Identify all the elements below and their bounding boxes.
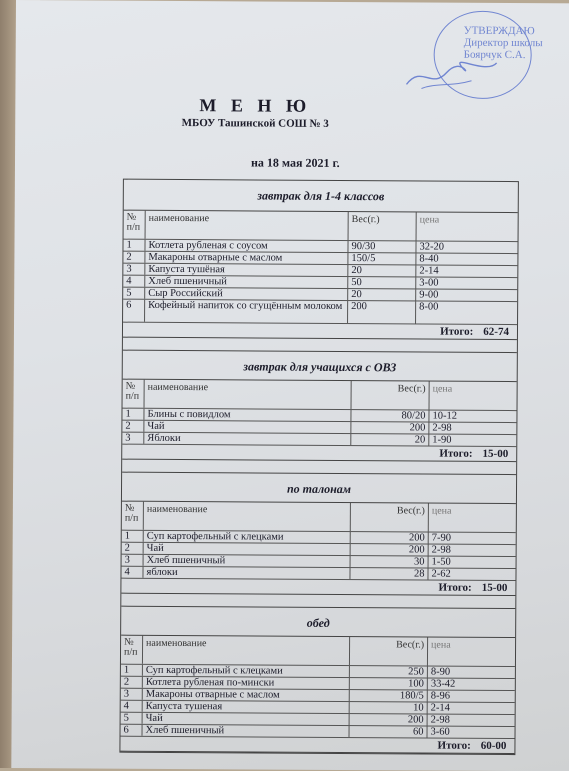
item-price: 2-14 <box>419 265 439 277</box>
item-name: Хлеб пшеничный <box>143 725 350 737</box>
column-header-weight: Вес(г.) <box>350 637 428 665</box>
total-value: 15-00 <box>482 447 509 461</box>
item-weight: 20 <box>348 265 416 276</box>
item-price: 33-42 <box>430 678 456 690</box>
item-name: Яблоки <box>144 433 351 445</box>
item-weight: 60 <box>350 726 428 737</box>
item-price: 1-50 <box>431 556 451 568</box>
item-price: 2-62 <box>431 568 451 580</box>
item-price: 32-20 <box>419 241 445 253</box>
approval-line-3: Боярчук С.А. <box>463 48 526 62</box>
item-name: Капуста тушеная <box>143 701 350 713</box>
column-header-weight: Вес(г.) <box>352 381 430 409</box>
column-header-num: № п/п <box>122 502 144 530</box>
item-number: 1 <box>123 240 145 251</box>
column-header-num: № п/п <box>123 380 145 408</box>
item-weight: 180/5 <box>350 690 428 701</box>
item-number: 2 <box>123 252 145 263</box>
item-price: 8-96 <box>430 690 451 702</box>
item-number: 3 <box>121 689 143 700</box>
item-weight: 200 <box>348 301 416 323</box>
column-header-weight: Вес(г.) <box>349 212 417 240</box>
table-header-row <box>124 211 518 242</box>
item-name: Сыр Российский <box>145 288 348 300</box>
total-value: 15-00 <box>481 581 508 595</box>
item-weight: 200 <box>351 544 429 555</box>
column-header-name: наименование <box>144 502 351 531</box>
item-number: 5 <box>123 288 145 299</box>
item-number: 5 <box>121 713 143 724</box>
item-name: Чай <box>143 713 350 725</box>
total-label: Итого: <box>439 447 473 460</box>
item-number: 2 <box>122 543 144 554</box>
menu-table <box>119 179 518 755</box>
item-name: Макароны отварные с маслом <box>145 252 348 264</box>
item-weight: 30 <box>351 556 429 567</box>
item-weight: 200 <box>350 714 428 725</box>
column-header-price: цена <box>431 639 451 651</box>
page-title: М Е Н Ю <box>199 95 312 116</box>
approval-line-1: УТВЕРЖДАЮ <box>463 24 535 38</box>
item-number: 3 <box>122 433 144 444</box>
item-name: яблоки <box>143 567 350 579</box>
item-price: 2-98 <box>431 544 451 556</box>
item-price: 8-00 <box>419 301 439 313</box>
item-weight: 50 <box>348 277 416 288</box>
column-header-price: цена <box>432 383 453 395</box>
item-number: 4 <box>123 276 145 287</box>
item-name: Кофейный напиток со сгущённым молоком <box>145 300 348 323</box>
item-price: 2-98 <box>430 714 450 726</box>
signature-icon <box>401 54 501 95</box>
table-header-row <box>123 380 517 411</box>
item-name: Чай <box>144 543 351 555</box>
item-weight: 20 <box>348 289 416 300</box>
menu-date: на 18 мая 2021 г. <box>250 155 340 170</box>
item-weight: 28 <box>350 568 428 579</box>
column-header-name: наименование <box>146 211 349 240</box>
item-weight: 100 <box>350 678 428 689</box>
title-block <box>15 94 569 131</box>
column-header-price: цена <box>419 214 440 226</box>
item-price: 3-60 <box>430 726 450 738</box>
item-name: Чай <box>144 421 351 433</box>
item-number: 3 <box>123 264 145 275</box>
total-label: Итого: <box>437 739 471 752</box>
item-name: Котлета рубленая с соусом <box>145 240 348 252</box>
item-number: 4 <box>121 701 143 712</box>
item-weight: 10 <box>350 702 428 713</box>
section-title: по талонам <box>122 473 516 504</box>
section-total <box>120 737 514 754</box>
item-number: 1 <box>122 409 144 420</box>
column-header-name: наименование <box>145 380 352 409</box>
item-number: 4 <box>121 567 143 578</box>
item-weight: 200 <box>351 422 429 433</box>
total-value: 60-00 <box>480 739 507 753</box>
item-price: 3-00 <box>419 277 439 289</box>
approval-line-2: Директор школы <box>463 36 543 50</box>
item-price: 8-90 <box>430 666 451 678</box>
total-value: 62-74 <box>483 325 510 339</box>
item-number: 3 <box>122 555 144 566</box>
item-weight: 200 <box>351 532 429 543</box>
item-number: 2 <box>122 421 144 432</box>
item-name: Суп картофельный с клецками <box>143 665 350 677</box>
item-number: 6 <box>123 300 145 322</box>
item-weight: 80/20 <box>351 410 429 421</box>
item-price: 2-98 <box>432 422 452 434</box>
table-row <box>123 300 517 325</box>
item-price: 9-00 <box>419 289 439 301</box>
table-header-row <box>122 502 516 533</box>
item-price: 7-90 <box>431 532 452 544</box>
total-label: Итого: <box>438 581 472 594</box>
item-price: 1-90 <box>432 434 452 446</box>
item-price: 2-14 <box>430 702 450 714</box>
item-price: 8-40 <box>419 253 439 265</box>
menu-sheet <box>11 0 569 771</box>
item-name: Суп картофельный с клецками <box>144 531 351 543</box>
column-header-weight: Вес(г.) <box>351 503 429 531</box>
item-weight: 20 <box>351 434 429 445</box>
section-title: завтрак для учащихся с ОВЗ <box>123 351 517 382</box>
column-header-num: № п/п <box>121 636 143 664</box>
item-price: 10-12 <box>432 410 457 422</box>
table-header-row <box>121 636 515 667</box>
item-weight: 250 <box>350 666 428 677</box>
column-header-name: наименование <box>143 636 350 665</box>
item-number: 6 <box>121 725 143 736</box>
item-name: Котлета рубленая по-мински <box>143 677 350 689</box>
column-header-price: цена <box>431 505 452 517</box>
item-name: Капуста тушёная <box>145 264 348 276</box>
total-label: Итого: <box>440 325 474 338</box>
column-header-num: № п/п <box>124 211 146 239</box>
item-number: 1 <box>121 665 143 676</box>
section-title: завтрак для 1-4 классов <box>124 180 518 213</box>
item-number: 1 <box>122 531 144 542</box>
section-title: обед <box>121 607 515 638</box>
item-number: 2 <box>121 677 143 688</box>
item-name: Хлеб пшеничный <box>145 276 348 288</box>
approval-stamp <box>413 14 553 93</box>
item-name: Хлеб пшеничный <box>144 555 351 567</box>
school-name: МБОУ Ташинской СОШ № 3 <box>181 117 329 130</box>
item-name: Макароны отварные с маслом <box>143 689 350 701</box>
item-weight: 150/5 <box>348 253 416 264</box>
item-name: Блины с повидлом <box>144 409 351 421</box>
item-weight: 90/30 <box>348 241 416 252</box>
